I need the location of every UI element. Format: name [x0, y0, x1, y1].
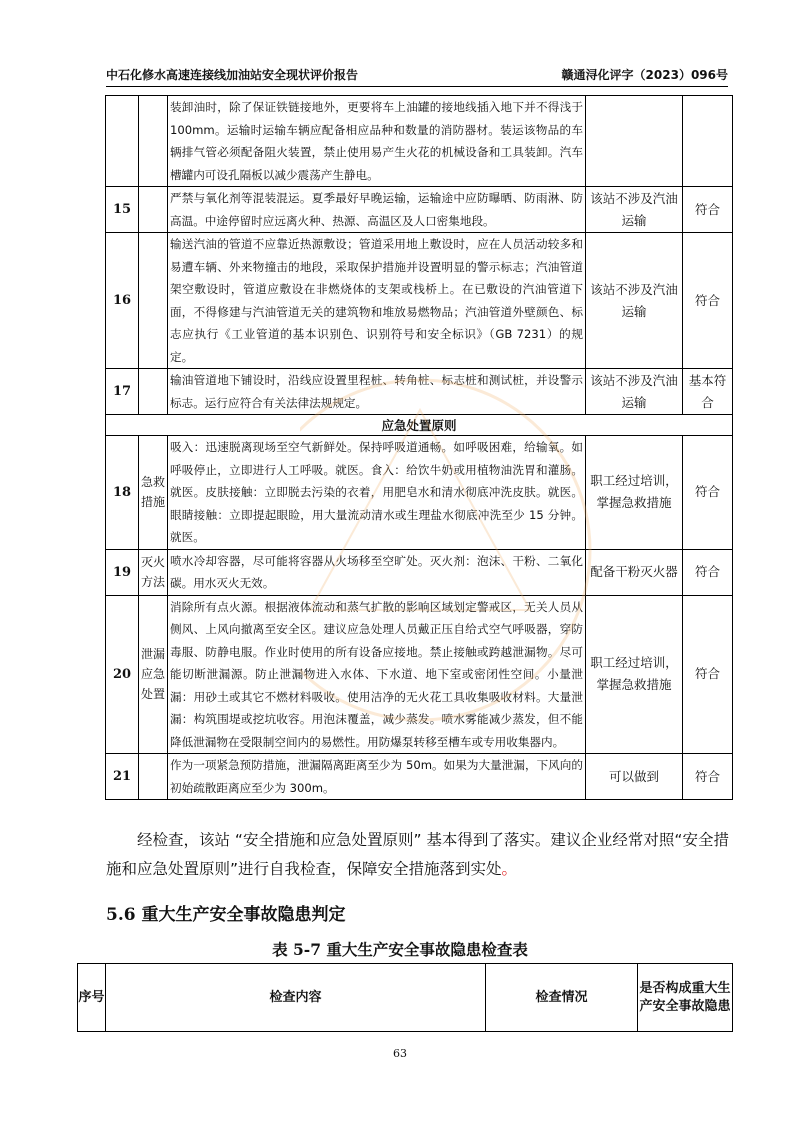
- table-header-row: [78, 964, 733, 1032]
- row-number: 20: [106, 595, 139, 754]
- conclusion-text: 经检查，该站 “安全措施和应急处置原则” 基本得到了落实。建议企业经常对照“安全措施和应急处置原则”进行自我检查，保障安全措施落到实处: [106, 831, 729, 878]
- table-row: [106, 595, 733, 754]
- row-status: 可以做到: [586, 754, 683, 800]
- row-number: 15: [106, 187, 139, 233]
- row-status: 该站不涉及汽油运输: [586, 233, 683, 369]
- row-content: 输送汽油的管道不应靠近热源敷设；管道采用地上敷设时，应在人员活动较多和易遭车辆、外来物撞击的地段，采取保护措施并设置明显的警示标志；汽油管道架空敷设时，管道应敷设在非燃烧体的支架或栈桥上。在已敷设的汽油管道下面，不得修建与汽油管道无关的建筑物和堆放易燃物品；汽油管道外壁颜色、标志应执行《工业管道的基本识别色、识别符号和安全标识》（GB 7231）的规定。: [168, 233, 586, 369]
- row-content: 消除所有点火源。根据液体流动和蒸气扩散的影响区域划定警戒区，无关人员从侧风、上风向撤离至安全区。建议应急处理人员戴正压自给式空气呼吸器，穿防毒服、防静电服。作业时使用的所有设备应接地。禁止接触或跨越泄漏物。尽可能切断泄漏源。防止泄漏物进入水体、下水道、地下室或密闭性空间。小量泄漏：用砂土或其它不燃材料吸收。使用洁净的无火花工具收集吸收材料。大量泄漏：构筑围堤或挖坑收容。用泡沫覆盖，减少蒸发。喷水雾能减少蒸发，但不能降低泄漏物在受限制空间内的易燃性。用防爆泵转移至槽车或专用收集器内。: [168, 595, 586, 754]
- row-category: [139, 187, 168, 233]
- row-result: 符合: [683, 187, 733, 233]
- row-content: 严禁与氧化剂等混装混运。夏季最好早晚运输，运输途中应防曝晒、防雨淋、防高温。中途停留时应远离火种、热源、高温区及人口密集地段。: [168, 187, 586, 233]
- report-number: 赣通浔化评字（2023）096号: [561, 68, 728, 82]
- row-status: 职工经过培训，掌握急救措施: [586, 595, 683, 754]
- section-heading: 5.6 重大生产安全事故隐患判定: [106, 905, 346, 925]
- row-category: [139, 369, 168, 415]
- row-category: [139, 233, 168, 369]
- row-number: 19: [106, 549, 139, 595]
- row-category: [139, 754, 168, 800]
- section-title: 应急处置原则: [106, 415, 733, 436]
- row-result: 符合: [683, 754, 733, 800]
- row-result: 符合: [683, 436, 733, 550]
- row-category: 泄漏应急处置: [139, 595, 168, 754]
- row-status: [586, 96, 683, 187]
- row-result: 符合: [683, 595, 733, 754]
- row-content: 作为一项紧急预防措施，泄漏隔离距离至少为 50m。如果为大量泄漏，下风向的初始疏散距离应至少为 300m。: [168, 754, 586, 800]
- header-status: 检查情况: [486, 964, 638, 1032]
- page-number: 63: [393, 1047, 407, 1060]
- row-content: 装卸油时，除了保证铁链接地外，更要将车上油罐的接地线插入地下并不得浅于 100mm。运输时运输车辆应配备相应品种和数量的消防器材。装运该物品的车辆排气管必须配备阻火装置，禁止使用易产生火花的机械设备和工具装卸。汽车槽罐内可设孔隔板以减少震荡产生静电。: [168, 96, 586, 187]
- row-status: 配备干粉灭火器: [586, 549, 683, 595]
- header-no: 序号: [78, 964, 106, 1032]
- row-category: 灭火方法: [139, 549, 168, 595]
- header-content: 检查内容: [106, 964, 486, 1032]
- table-row: [106, 754, 733, 800]
- major-hazard-table: [77, 963, 733, 1032]
- table-row: [106, 187, 733, 233]
- table-row: [106, 549, 733, 595]
- row-number: 17: [106, 369, 139, 415]
- safety-measures-table: [105, 95, 733, 800]
- row-category: [139, 96, 168, 187]
- row-category: 急救措施: [139, 436, 168, 550]
- row-number: [106, 96, 139, 187]
- row-result: 符合: [683, 549, 733, 595]
- table-caption: 表 5-7 重大生产安全事故隐患检查表: [272, 940, 528, 959]
- row-content: 喷水冷却容器，尽可能将容器从火场移至空旷处。灭火剂：泡沫、干粉、二氧化碳。用水灭火无效。: [168, 549, 586, 595]
- row-number: 18: [106, 436, 139, 550]
- row-result: 符合: [683, 233, 733, 369]
- row-content: 吸入：迅速脱离现场至空气新鲜处。保持呼吸道通畅。如呼吸困难，给输氧。如呼吸停止，立即进行人工呼吸。就医。食入：给饮牛奶或用植物油洗胃和灌肠。就医。皮肤接触：立即脱去污染的衣着，用肥皂水和清水彻底冲洗皮肤。就医。眼睛接触：立即提起眼睑，用大量流动清水或生理盐水彻底冲洗至少 15 分钟。就医。: [168, 436, 586, 550]
- row-status: 该站不涉及汽油运输: [586, 187, 683, 233]
- row-status: 职工经过培训，掌握急救措施: [586, 436, 683, 550]
- header-judgement: 是否构成重大生产安全事故隐患: [638, 964, 733, 1032]
- row-result: [683, 96, 733, 187]
- row-content: 输油管道地下铺设时，沿线应设置里程桩、转角桩、标志桩和测试桩，并设警示标志。运行应符合有关法律法规规定。: [168, 369, 586, 415]
- table-row: [106, 369, 733, 415]
- table-row: [106, 233, 733, 369]
- conclusion-tail: 。: [501, 860, 518, 878]
- page-header: [106, 67, 728, 87]
- row-number: 21: [106, 754, 139, 800]
- table-row: [106, 96, 733, 187]
- report-title: 中石化修水高速连接线加油站安全现状评价报告: [106, 68, 359, 82]
- table-row: [106, 436, 733, 550]
- row-result: 基本符合: [683, 369, 733, 415]
- row-status: 该站不涉及汽油运输: [586, 369, 683, 415]
- table-section-row: [106, 415, 733, 436]
- row-number: 16: [106, 233, 139, 369]
- conclusion-paragraph: [106, 826, 732, 884]
